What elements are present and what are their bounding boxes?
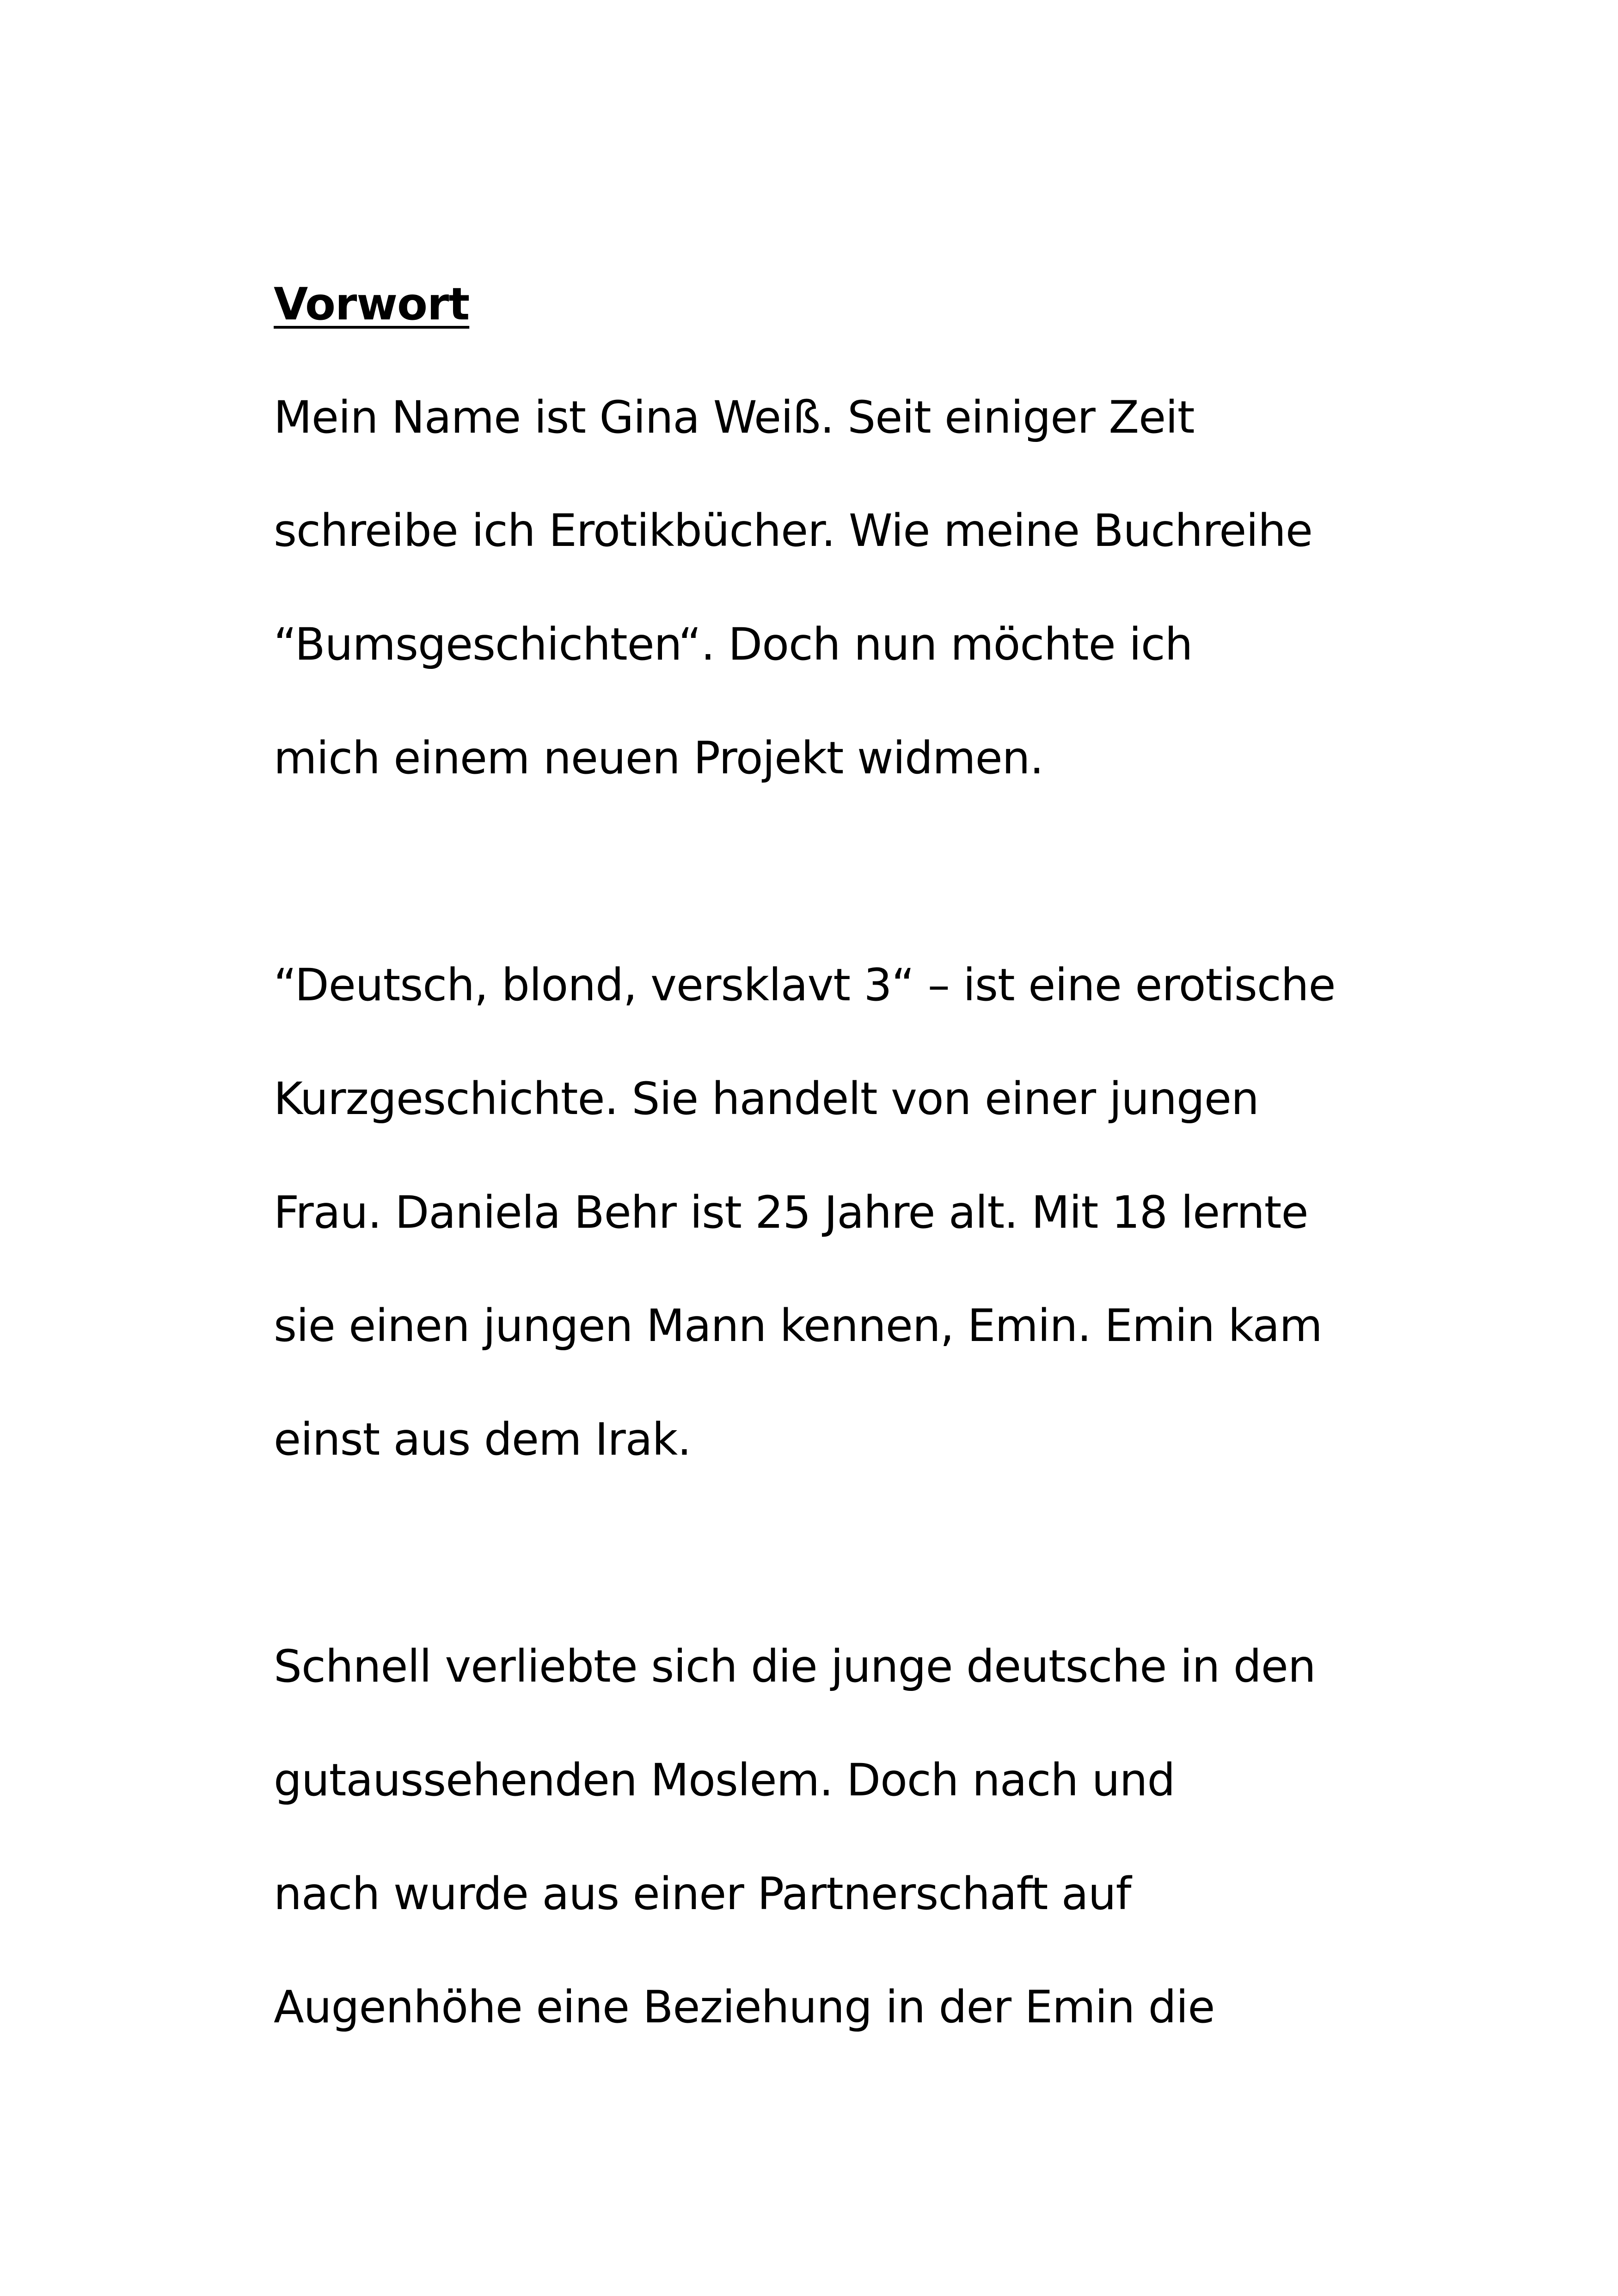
section-heading: Vorwort (274, 278, 470, 330)
paragraph-1-line-4: mich einem neuen Projekt widmen. (274, 732, 1044, 784)
paragraph-3-line-3: nach wurde aus einer Partnerschaft auf (274, 1868, 1131, 1920)
paragraph-1-line-2: schreibe ich Erotikbücher. Wie meine Buchreihe (274, 505, 1312, 557)
paragraph-1-line-1: Mein Name ist Gina Weiß. Seit einiger Zeit (274, 392, 1195, 443)
paragraph-3-line-4: Augenhöhe eine Beziehung in der Emin die (274, 1981, 1215, 2033)
paragraph-2-line-2: Kurzgeschichte. Sie handelt von einer jungen (274, 1073, 1259, 1125)
paragraph-2-line-4: sie einen jungen Mann kennen, Emin. Emin kam (274, 1300, 1322, 1352)
paragraph-3-line-1: Schnell verliebte sich die junge deutsche in den (274, 1641, 1316, 1692)
paragraph-2-line-3: Frau. Daniela Behr ist 25 Jahre alt. Mit 18 lernte (274, 1187, 1308, 1238)
paragraph-3-line-2: gutaussehenden Moslem. Doch nach und (274, 1754, 1175, 1806)
paragraph-2-line-1: “Deutsch, blond, versklavt 3“ – ist eine erotische (274, 959, 1336, 1011)
paragraph-1-line-3: “Bumsgeschichten“. Doch nun möchte ich (274, 618, 1193, 670)
paragraph-2-line-5: einst aus dem Irak. (274, 1414, 691, 1465)
